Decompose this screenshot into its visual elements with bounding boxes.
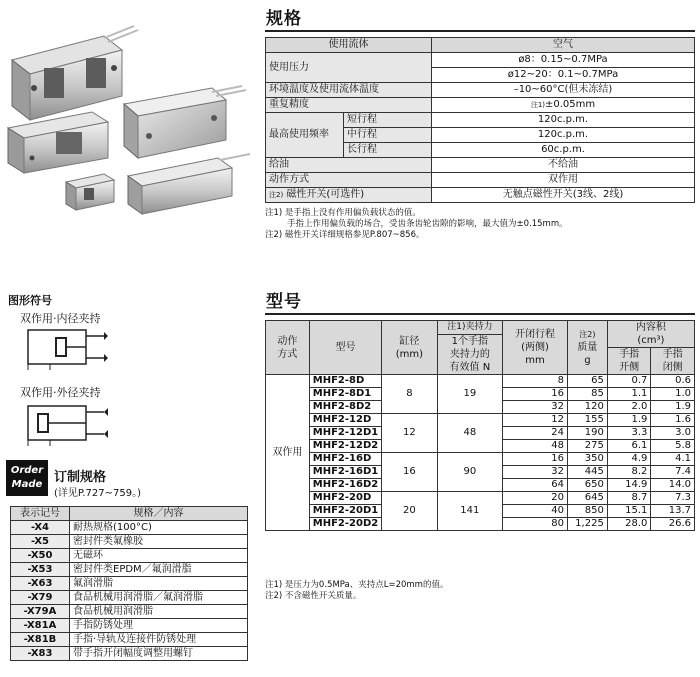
model-number: MHF2-8D1 — [309, 388, 381, 401]
volume-close: 1.0 — [651, 388, 695, 401]
spec-value: ø12~20：0.1~0.7MPa — [432, 68, 695, 83]
order-desc: 密封件类EPDM／氟润滑脂 — [70, 563, 248, 577]
symbol-inner-label: 双作用·内径夹持 — [20, 312, 101, 325]
volume-close: 1.6 — [651, 414, 695, 427]
header-mass: 质量 g — [577, 342, 598, 366]
note-ref: 注1) — [530, 101, 546, 109]
volume-close: 7.3 — [651, 492, 695, 505]
symbol-outer-label: 双作用·外径夹持 — [20, 386, 101, 399]
order-row — [11, 535, 248, 549]
spec-notes — [265, 208, 695, 241]
order-code: -X79A — [11, 605, 70, 619]
model-table-body — [266, 375, 695, 531]
spec-row-switch — [266, 188, 695, 203]
order-row — [11, 647, 248, 661]
model-header-row-1 — [266, 321, 695, 335]
volume-open: 8.7 — [607, 492, 651, 505]
order-desc: 手指·导轨及连接件防锈处理 — [70, 633, 248, 647]
order-desc: 食品机械用润滑脂／氟润滑脂 — [70, 591, 248, 605]
spec-sublabel: 短行程 — [344, 113, 432, 128]
order-code: -X4 — [11, 521, 70, 535]
mass-value: 350 — [567, 453, 607, 466]
stroke-value: 16 — [503, 388, 568, 401]
order-desc: 手指防锈处理 — [70, 619, 248, 633]
model-row — [266, 492, 695, 505]
volume-open: 4.9 — [607, 453, 651, 466]
order-header-row — [11, 507, 248, 521]
volume-close: 0.6 — [651, 375, 695, 388]
grip-force: 141 — [437, 492, 503, 531]
product-photo — [4, 8, 254, 220]
header-action: 动作 方式 — [266, 321, 310, 375]
header-bore: 缸径 (mm) — [382, 321, 437, 375]
order-row — [11, 605, 248, 619]
order-row — [11, 521, 248, 535]
spec-note-1: 注1) 是手指上没有作用偏负载状态的值。 — [265, 208, 421, 218]
volume-close: 3.0 — [651, 427, 695, 440]
header-model: 型号 — [309, 321, 381, 375]
spec-sublabel: 中行程 — [344, 128, 432, 143]
grip-force: 90 — [437, 453, 503, 492]
note-ref: 注2) — [269, 191, 284, 199]
mass-value: 445 — [567, 466, 607, 479]
spec-table — [265, 37, 695, 203]
spec-row-lubrication — [266, 158, 695, 173]
header-vol-close: 手指 闭侧 — [651, 348, 695, 375]
mass-value: 275 — [567, 440, 607, 453]
header-mass-note: 注2) — [579, 330, 596, 339]
volume-open: 28.0 — [607, 518, 651, 531]
model-notes — [265, 580, 695, 602]
volume-open: 0.7 — [607, 375, 651, 388]
bore-size: 8 — [382, 375, 437, 414]
volume-open: 1.9 — [607, 414, 651, 427]
stroke-value: 8 — [503, 375, 568, 388]
header-vol-open: 手指 开侧 — [607, 348, 651, 375]
model-number: MHF2-20D1 — [309, 505, 381, 518]
order-row — [11, 563, 248, 577]
stroke-value: 32 — [503, 466, 568, 479]
symbol-inner-grip — [20, 326, 120, 370]
stroke-value: 40 — [503, 505, 568, 518]
spec-header-value: 空气 — [432, 38, 695, 53]
spec-value: 120c.p.m. — [432, 113, 695, 128]
volume-close: 4.1 — [651, 453, 695, 466]
stroke-value: 32 — [503, 401, 568, 414]
stroke-value: 48 — [503, 440, 568, 453]
gripper-unit-medium — [8, 112, 108, 173]
order-table-body — [11, 521, 248, 661]
header-mass-cell — [567, 321, 607, 375]
order-code: -X83 — [11, 647, 70, 661]
volume-close: 1.9 — [651, 401, 695, 414]
bore-size: 12 — [382, 414, 437, 453]
model-table — [265, 320, 695, 531]
volume-open: 14.9 — [607, 479, 651, 492]
mass-value: 850 — [567, 505, 607, 518]
gripper-unit-large — [12, 26, 138, 120]
order-code: -X53 — [11, 563, 70, 577]
spec-value: ±0.05mm — [545, 99, 596, 110]
spec-value: –10~60°C(但未冻结) — [432, 83, 695, 98]
order-desc: 食品机械用润滑脂 — [70, 605, 248, 619]
mass-value: 85 — [567, 388, 607, 401]
mass-value: 650 — [567, 479, 607, 492]
header-force: 1个手指 夹持力的 有效值 N — [437, 335, 503, 375]
spec-label: 使用压力 — [266, 53, 432, 83]
model-number: MHF2-16D1 — [309, 466, 381, 479]
spec-header-row — [266, 38, 695, 53]
order-table — [10, 506, 248, 661]
spec-label: 环境温度及使用流体温度 — [266, 83, 432, 98]
spec-header-label: 使用流体 — [266, 38, 432, 53]
symbol-outer-grip — [20, 402, 120, 446]
volume-close: 7.4 — [651, 466, 695, 479]
volume-open: 8.2 — [607, 466, 651, 479]
order-code: -X63 — [11, 577, 70, 591]
gripper-unit-right — [124, 86, 246, 158]
model-number: MHF2-8D — [309, 375, 381, 388]
gripper-unit-small — [66, 174, 114, 210]
spec-value: 无触点磁性开关(3线、2线) — [432, 188, 695, 203]
spec-label: 动作方式 — [266, 173, 432, 188]
spec-section-title: 规格 — [266, 9, 302, 29]
mass-value: 1,225 — [567, 518, 607, 531]
order-section-title: 订制规格 — [54, 470, 107, 485]
spec-note-1b: 手指上作用偏负载的场合，受齿条齿轮齿隙的影响，最大值为±0.15mm。 — [287, 219, 568, 229]
model-note-2: 注2) 不含磁性开关质量。 — [265, 591, 362, 601]
model-section-title: 型号 — [266, 292, 302, 312]
order-code: -X81B — [11, 633, 70, 647]
volume-close: 26.6 — [651, 518, 695, 531]
model-note-1: 注1) 是压力为0.5MPa、夹持点L=20mm的值。 — [265, 580, 449, 590]
order-desc: 无磁环 — [70, 549, 248, 563]
stroke-value: 16 — [503, 453, 568, 466]
order-made-badge — [6, 460, 48, 496]
grip-force: 48 — [437, 414, 503, 453]
order-desc: 带手指开闭幅度调整用螺钉 — [70, 647, 248, 661]
spec-row-frequency-short — [266, 113, 695, 128]
mass-value: 190 — [567, 427, 607, 440]
volume-close: 14.0 — [651, 479, 695, 492]
stroke-value: 64 — [503, 479, 568, 492]
order-header-code: 表示记号 — [11, 507, 70, 521]
model-number: MHF2-12D — [309, 414, 381, 427]
stroke-value: 24 — [503, 427, 568, 440]
volume-open: 6.1 — [607, 440, 651, 453]
header-force-top: 注1)夹持力 — [437, 321, 503, 335]
model-row — [266, 453, 695, 466]
model-number: MHF2-16D2 — [309, 479, 381, 492]
model-number: MHF2-8D2 — [309, 401, 381, 414]
order-row — [11, 549, 248, 563]
model-title-rule — [265, 313, 695, 315]
spec-value-cell — [432, 98, 695, 113]
spec-value: 60c.p.m. — [432, 143, 695, 158]
header-volume: 内容积 (cm³) — [607, 321, 694, 348]
mass-value: 120 — [567, 401, 607, 414]
spec-label: 重复精度 — [266, 98, 432, 113]
volume-open: 15.1 — [607, 505, 651, 518]
spec-note-2: 注2) 磁性开关详细规格参见P.807~856。 — [265, 230, 425, 240]
order-code: -X5 — [11, 535, 70, 549]
spec-value: ø8：0.15~0.7MPa — [432, 53, 695, 68]
stroke-value: 12 — [503, 414, 568, 427]
gripper-unit-long — [128, 154, 250, 214]
order-header-desc: 规格／内容 — [70, 507, 248, 521]
spec-value: 双作用 — [432, 173, 695, 188]
order-code: -X79 — [11, 591, 70, 605]
volume-open: 1.1 — [607, 388, 651, 401]
mass-value: 155 — [567, 414, 607, 427]
order-code: -X50 — [11, 549, 70, 563]
model-number: MHF2-12D2 — [309, 440, 381, 453]
mass-value: 65 — [567, 375, 607, 388]
spec-title-rule — [265, 30, 695, 32]
grip-force: 19 — [437, 375, 503, 414]
order-row — [11, 577, 248, 591]
spec-sublabel: 长行程 — [344, 143, 432, 158]
order-desc: 耐热规格(100°C) — [70, 521, 248, 535]
spec-value: 不给油 — [432, 158, 695, 173]
order-row — [11, 633, 248, 647]
order-row — [11, 619, 248, 633]
order-desc: 氟润滑脂 — [70, 577, 248, 591]
spec-value: 120c.p.m. — [432, 128, 695, 143]
model-number: MHF2-20D2 — [309, 518, 381, 531]
spec-label: 磁性开关(可选件) — [286, 189, 365, 200]
order-reference: (详见P.727~759。) — [54, 488, 142, 499]
bore-size: 16 — [382, 453, 437, 492]
header-stroke: 开闭行程 (两侧) mm — [503, 321, 568, 375]
volume-close: 5.8 — [651, 440, 695, 453]
stroke-value: 80 — [503, 518, 568, 531]
spec-label-cell — [266, 188, 432, 203]
order-desc: 密封件类氟橡胶 — [70, 535, 248, 549]
stroke-value: 20 — [503, 492, 568, 505]
bore-size: 20 — [382, 492, 437, 531]
spec-label: 最高使用频率 — [266, 113, 344, 158]
model-number: MHF2-12D1 — [309, 427, 381, 440]
model-number: MHF2-16D — [309, 453, 381, 466]
action-type: 双作用 — [266, 375, 310, 531]
spec-row-repeatability — [266, 98, 695, 113]
model-row — [266, 414, 695, 427]
model-row — [266, 375, 695, 388]
order-row — [11, 591, 248, 605]
model-number: MHF2-20D — [309, 492, 381, 505]
volume-close: 13.7 — [651, 505, 695, 518]
badge-line-1: Order — [10, 465, 44, 476]
spec-label: 给油 — [266, 158, 432, 173]
mass-value: 645 — [567, 492, 607, 505]
spec-row-pressure — [266, 53, 695, 68]
spec-row-temperature — [266, 83, 695, 98]
badge-line-2: Made — [11, 479, 43, 490]
volume-open: 2.0 — [607, 401, 651, 414]
symbol-section-title: 图形符号 — [8, 294, 52, 307]
order-code: -X81A — [11, 619, 70, 633]
spec-row-action — [266, 173, 695, 188]
volume-open: 3.3 — [607, 427, 651, 440]
